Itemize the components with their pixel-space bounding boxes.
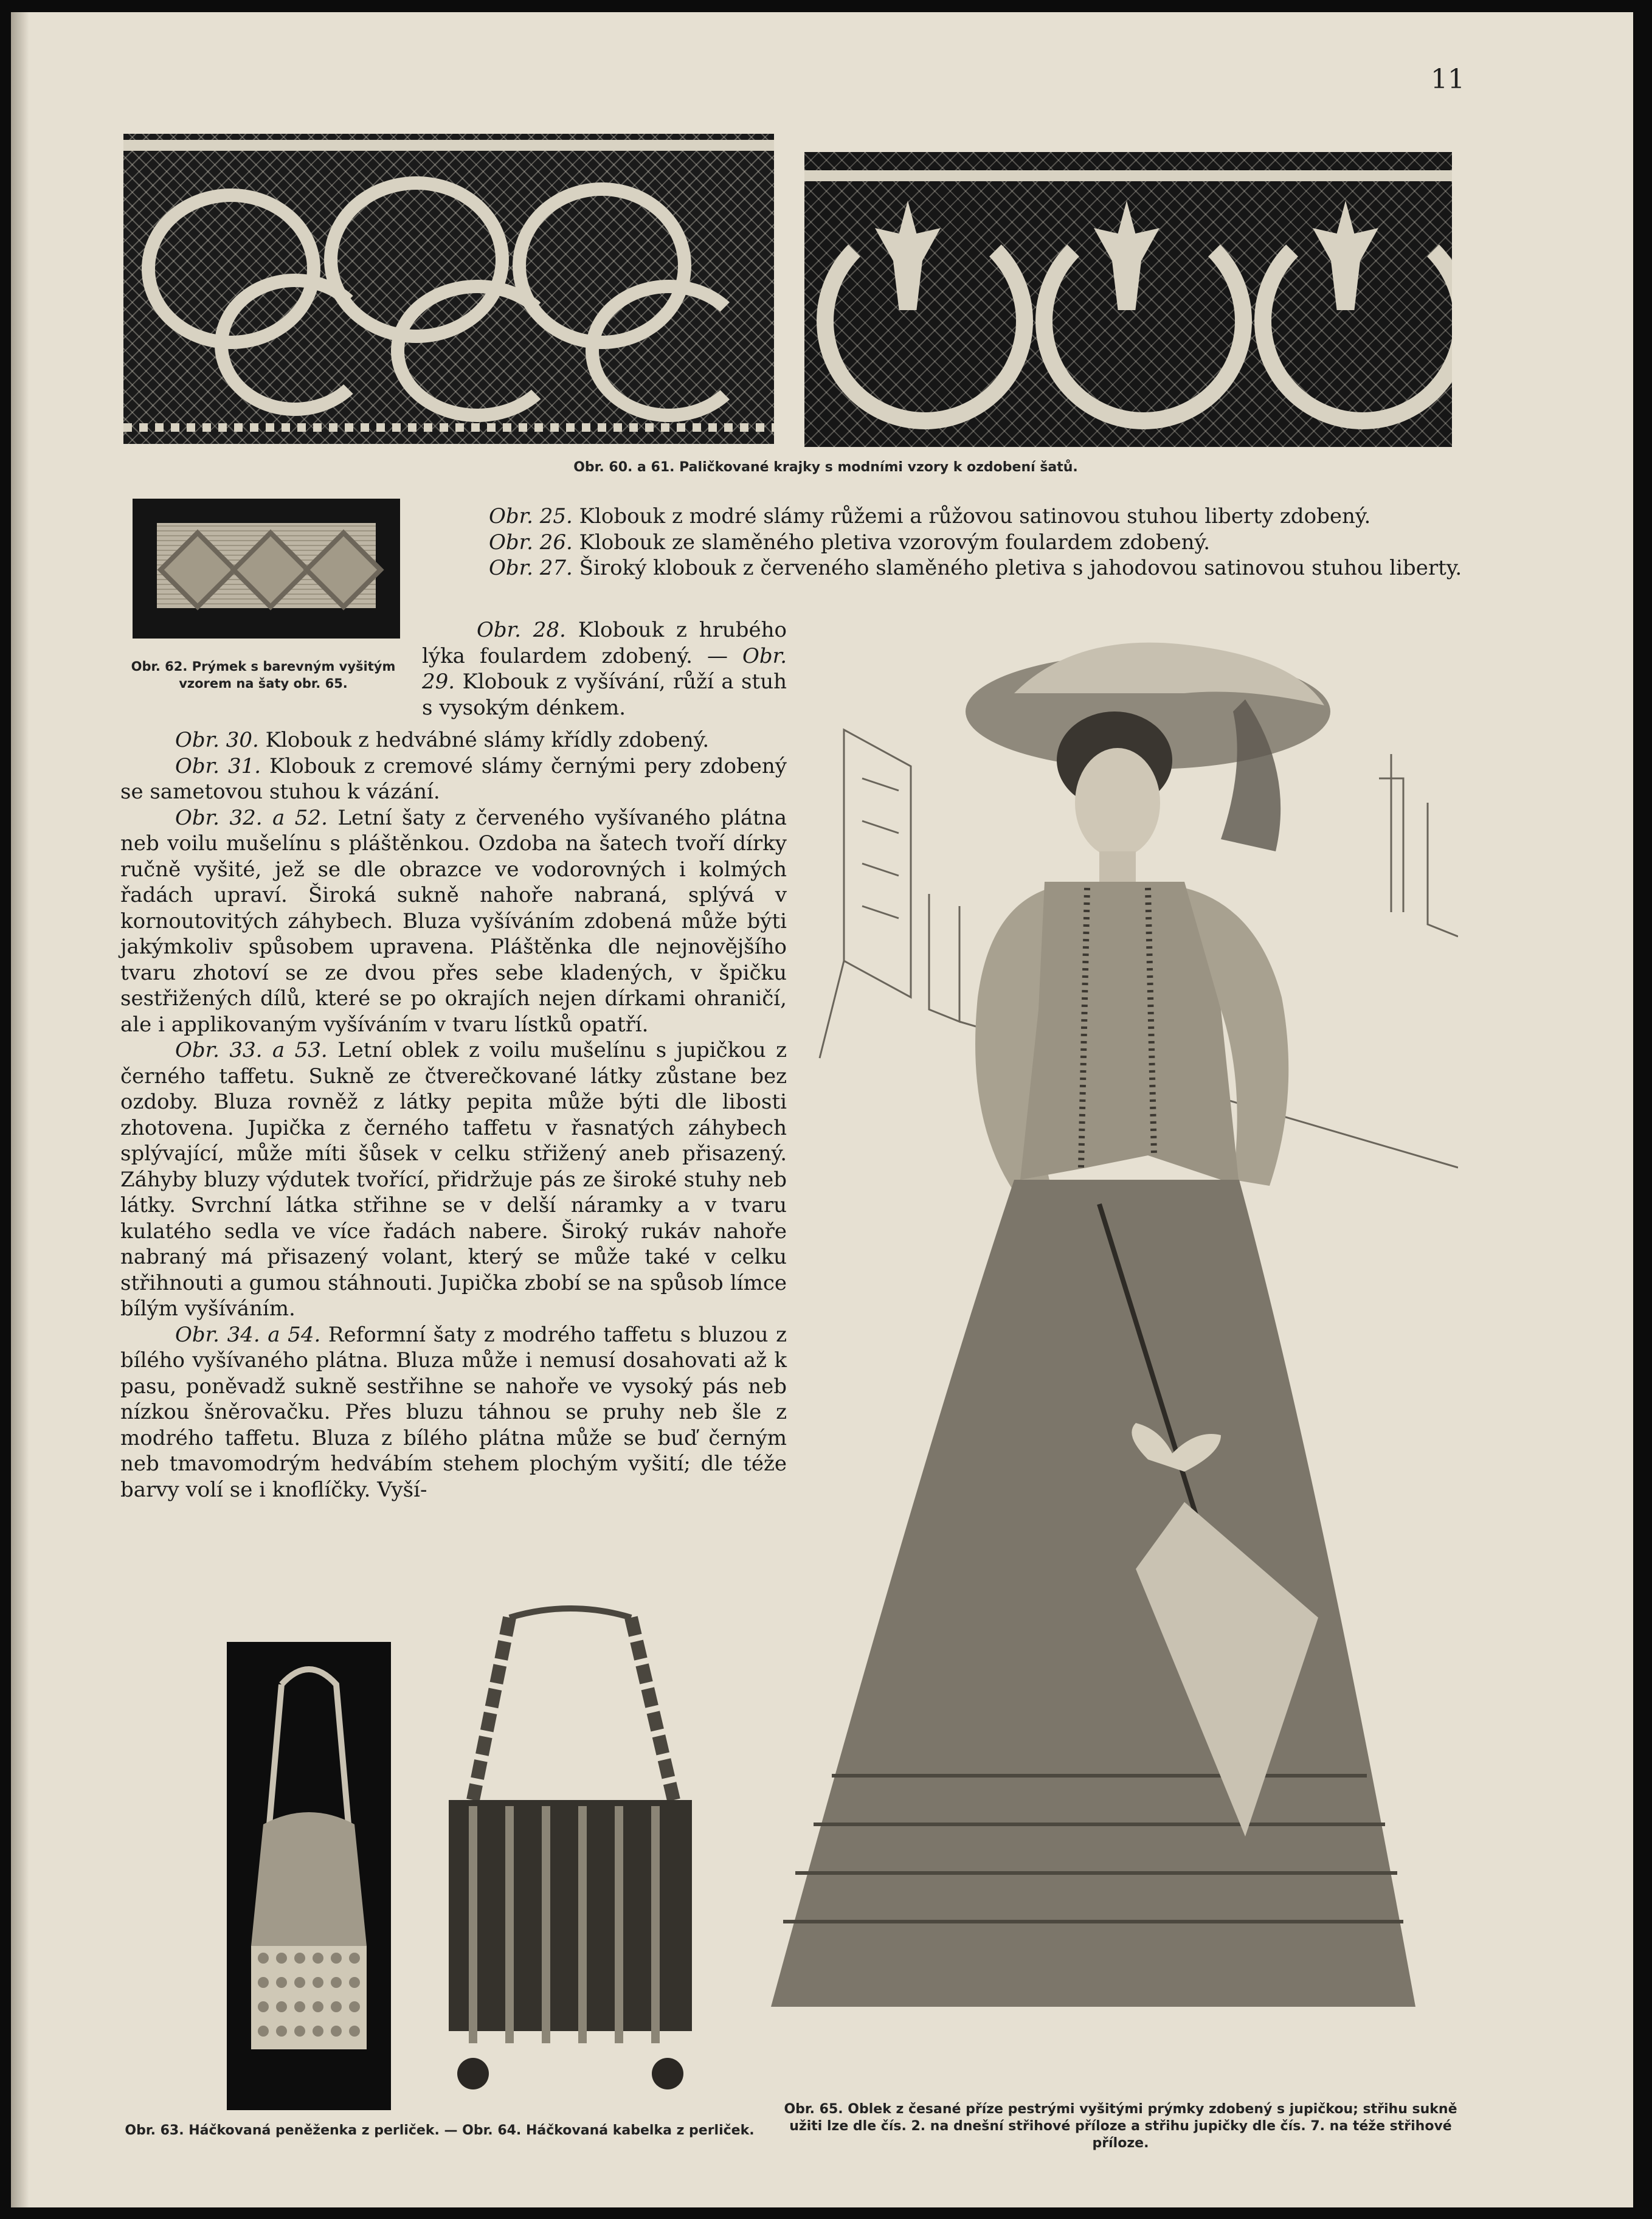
caption-fig63-64: Obr. 63. Háčkovaná peněženka z perliček. — Obr. 64. Háčkovaná kabelka z perliček. bbox=[125, 2123, 755, 2138]
beaded-bag-drawing bbox=[400, 1605, 741, 2110]
trim-diamond-motif bbox=[157, 530, 238, 611]
lace-photo-fig60 bbox=[123, 134, 774, 444]
dress-descriptions-column bbox=[120, 727, 787, 1503]
figure-reference: Obr. 30. bbox=[175, 728, 259, 752]
paragraph-text: Letní oblek z voilu mušelínu s jupičkou z černého taffetu. Sukně ze čtverečkované látky zůstane bez ozdoby. Bluza rovněž z látky pepita může býti dle libosti zhotovena. Jupička z černého taffetu v řasnatých záhybech splývající, může míti šůsek v celku střižený aneb přisazený. Záhyby bluzy výdutek tvořící, přidržuje pás ze široké stuhy neb látky. Svrchní látka střihne se v delší náramky a v tvaru kulatého sedla ve více řadách nabere. Široký rukáv nahoře nabraný má přisazený volant, který se může také v celku střihnouti a gumou stáhnouti. Jupička zbobí se na spůsob límce bílým vyšíváním. bbox=[120, 1038, 787, 1321]
lace-scallop bbox=[817, 213, 1033, 429]
figure-reference: Obr. 31. bbox=[175, 753, 261, 778]
face-and-hair bbox=[1057, 711, 1172, 888]
figure-reference: Obr. 26. bbox=[489, 530, 573, 555]
skirt bbox=[771, 1180, 1415, 2007]
lace-scallop bbox=[1035, 213, 1252, 429]
lace-photo-fig61 bbox=[804, 152, 1452, 447]
paragraph-obr27 bbox=[422, 555, 1468, 581]
hat-descriptions-narrow bbox=[422, 617, 787, 721]
lace-top-edge bbox=[804, 170, 1452, 181]
beaded-purse-drawing bbox=[227, 1642, 391, 2110]
page-number: 11 bbox=[1431, 64, 1465, 95]
paragraph-obr25 bbox=[422, 504, 1468, 530]
paragraph-obr34 bbox=[120, 1322, 787, 1503]
paragraph-obr26 bbox=[422, 530, 1468, 556]
trim-diamond-motif bbox=[230, 530, 311, 611]
lace-picot-edge bbox=[123, 423, 774, 432]
caption-fig60-61: Obr. 60. a 61. Paličkované krajky s modními vzory k ozdobení šatů. bbox=[573, 460, 1078, 475]
figure-reference: Obr. 34. a 54. bbox=[175, 1322, 321, 1347]
paragraph-obr32 bbox=[120, 805, 787, 1038]
caption-fig62: Obr. 62. Prýmek s barevným vyšitým vzorem na šaty obr. 65. bbox=[131, 659, 396, 691]
magazine-page bbox=[11, 12, 1633, 2207]
beaded-purse-photo-fig63 bbox=[227, 1642, 391, 2110]
figure-reference: Obr. 25. bbox=[489, 504, 573, 528]
figure-reference: Obr. 28. bbox=[477, 618, 566, 642]
trim-photo-fig62 bbox=[133, 499, 400, 639]
figure-reference: Obr. 29. bbox=[422, 643, 787, 694]
beaded-bag-photo-fig64 bbox=[400, 1605, 741, 2110]
figure-reference: Obr. 32. a 52. bbox=[175, 805, 328, 830]
paragraph-text: Klobouk z hrubého lýka foulardem zdobený. — bbox=[422, 618, 787, 668]
paragraph-obr28 bbox=[422, 617, 787, 721]
lace-swirl bbox=[586, 280, 752, 422]
caption-fig65: Obr. 65. Oblek z česané příze pestrými vyšitými prýmky zdobený s jupičkou; střihu sukně užiti lze dle čís. 2. na dnešní střihové příloze a střihu jupičky dle čís. 7. na téže střihové příloze. bbox=[784, 2102, 1457, 2151]
paragraph-text: Klobouk z hedvábné slámy křídly zdobený. bbox=[265, 728, 710, 752]
paragraph-obr30 bbox=[120, 727, 787, 753]
paragraph-text: Široký klobouk z červeného slaměného pletiva s jahodovou satinovou stuhou liberty. bbox=[579, 556, 1462, 580]
woman-illustration-fig65 bbox=[759, 620, 1458, 2080]
paragraph-text: Reformní šaty z modrého taffetu s bluzou z bílého vyšívaného plátna. Bluza může i nemusí dosahovati až k pasu, poněvadž sukně sestřihne se nahoře ve vysoký pás neb nízkou šněrovačku. Přes bluzu táhnou se pruhy neb šle z modrého taffetu. Bluza z bílého plátna může se buď černým neb tmavomodrým hedvábím stehem plochým vyšití; dle téže barvy volí se i knoflíčky. Vyší- bbox=[120, 1322, 787, 1502]
paragraph-text: Klobouk z vyšívání, růží a stuh s vysokým dénkem. bbox=[422, 670, 787, 720]
trim-band bbox=[157, 523, 376, 608]
hat-descriptions-top bbox=[422, 504, 1468, 581]
trim-diamond-motif bbox=[303, 530, 384, 611]
lace-scallop bbox=[1254, 213, 1452, 429]
paragraph-text: Letní šaty z červeného vyšívaného plátna neb voilu mušelínu s pláštěnkou. Ozdoba na šatech tvoří dírky ručně vyšité, jež se dle obrazce ve vodorovných i kolmých řadách upraví. Široká sukně nahoře nabraná, splývá v kornoutovitých záhybech. Bluza vyšíváním zdobená může býti jakýmkoliv spůsobem upravena. Pláštěnka dle nejnovějšího tvaru zhotoví se ze dvou přes sebe kladených, v špičku sestřižených dílů, které se po okrajích nejen dírkami ohraničí, ale i applikovaným vyšíváním v tvaru lístků opatří. bbox=[120, 805, 787, 1037]
paragraph-obr33 bbox=[120, 1037, 787, 1322]
lace-top-edge bbox=[123, 140, 774, 151]
page-spine-shadow bbox=[11, 12, 29, 2207]
paragraph-text: Klobouk z modré slámy růžemi a růžovou satinovou stuhou liberty zdobený. bbox=[579, 504, 1371, 528]
bodice-and-sleeves bbox=[975, 882, 1288, 1192]
figure-reference: Obr. 33. a 53. bbox=[175, 1038, 328, 1062]
paragraph-text: Klobouk z cremové slámy černými pery zdobený se sametovou stuhou k vázání. bbox=[120, 753, 787, 804]
paragraph-obr31 bbox=[120, 753, 787, 805]
figure-reference: Obr. 27. bbox=[489, 556, 573, 580]
paragraph-text: Klobouk ze slaměného pletiva vzorovým foulardem zdobený. bbox=[579, 530, 1211, 555]
